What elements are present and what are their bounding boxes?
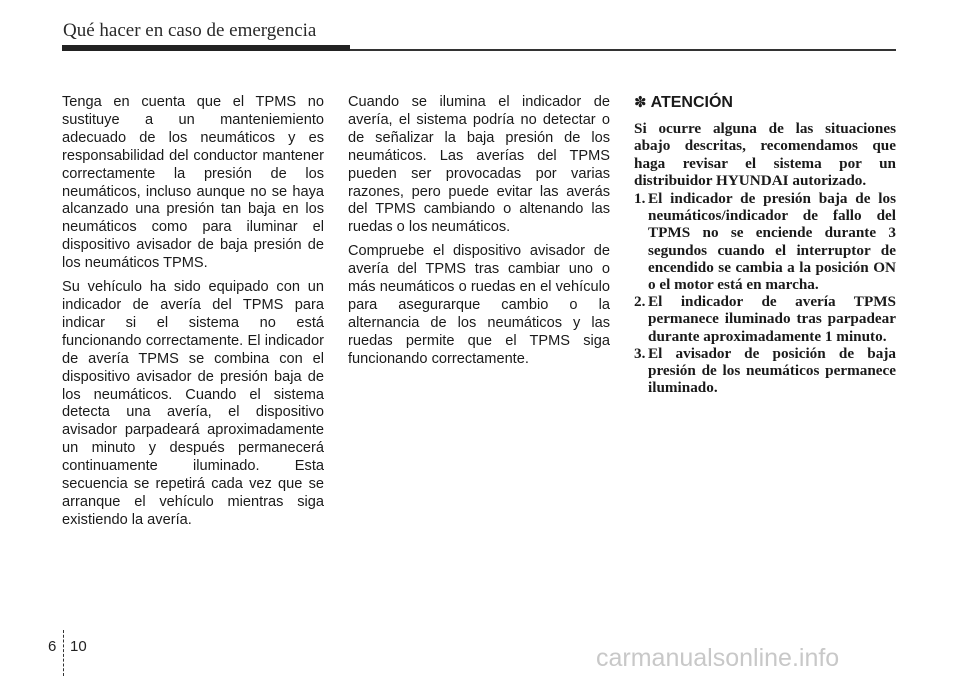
cross-icon: ✽ (634, 94, 647, 111)
footer-separator (63, 630, 64, 676)
caution-intro: Si ocurre alguna de las situaciones abajo descritas, recomendamos que haga revisar el sistema por un distribuidor HYUNDAI autorizado. (634, 120, 896, 189)
caution-box (634, 94, 896, 396)
list-item-number: 1. (634, 190, 646, 208)
page-header-title: Qué hacer en caso de emergencia (63, 20, 317, 41)
list-item (634, 345, 896, 397)
caution-heading-label: ATENCIÓN (650, 94, 733, 111)
list-item-text: El avisador de posición de baja presión de los neumáticos permanece iluminado. (648, 344, 896, 397)
header-rule-thin (350, 49, 896, 51)
text-column-left (62, 94, 324, 536)
footer-page-number: 10 (70, 638, 87, 655)
footer-section-number: 6 (48, 638, 57, 655)
paragraph: Tenga en cuenta que el TPMS no sustituye a un manteniemiento adecuado de los neumáticos y es responsabilidad del conductor mantener correctamente la presión de los neumáticos, incluso aunque no se haya alcanzado una presión tan baja en los neumáticos como para iluminar el dispositivo avisador de baja presión de los neumáticos TPMS. (62, 94, 324, 272)
list-item-number: 3. (634, 344, 646, 362)
watermark: carmanualsonline.info (596, 644, 840, 672)
list-item (634, 190, 896, 293)
caution-list (634, 190, 896, 396)
paragraph: Cuando se ilumina el indicador de avería, el sistema podría no detectar o de señalizar la baja presión de los neumáticos. Las averías del TPMS pueden ser provocadas por varias razones, pero puede evitar las averás del TPMS cambiando o altenando las ruedas o los neumáticos. (348, 94, 610, 236)
paragraph: Compruebe el dispositivo avisador de avería del TPMS tras cambiar uno o más neumáticos o ruedas en el vehículo para asegurarque cambio o la alternancia de los neumáticos y las ruedas permite que el TPMS siga funcionando correctamente. (348, 243, 610, 367)
paragraph: Su vehículo ha sido equipado con un indicador de avería del TPMS para indicar si el sistema no está funcionando correctamente. El indicador de avería TPMS se combina con el dispositivo avisador de presión baja de los neumáticos. Cuando el sistema detecta una avería, el dispositivo avisador parpadeará aproximadamente un minuto y después permanecerá continuamente iluminado. Esta secuencia se repetirá cada vez que se arranque el vehículo mientras siga existiendo la avería. (62, 279, 324, 528)
list-item-number: 2. (634, 293, 646, 311)
header-rule-thick (62, 45, 350, 51)
caution-heading (634, 94, 896, 111)
text-column-middle (348, 94, 610, 375)
list-item (634, 293, 896, 345)
list-item-text: El indicador de avería TPMS permanece iluminado tras parpadear durante aproximadamente 1 minuto. (648, 293, 896, 345)
list-item-text: El indicador de presión baja de los neumáticos/indicador de fallo del TPMS no se enciende durante 3 segundos cuando el interruptor de encendido se cambia a la posición ON o el motor está en marcha. (648, 190, 896, 294)
